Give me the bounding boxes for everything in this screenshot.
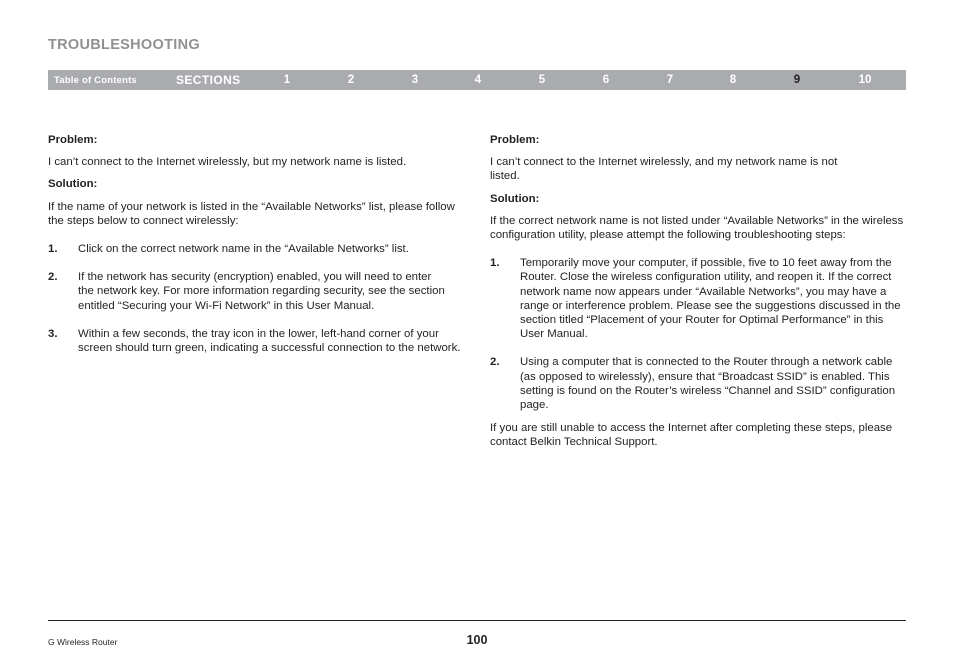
step-text: Click on the correct network name in the “Available Networks” list. [78, 243, 409, 256]
step-number: 1. [490, 257, 500, 270]
page-title: TROUBLESHOOTING [48, 37, 200, 53]
sections-label: SECTIONS [176, 73, 241, 87]
section-link-8[interactable]: 8 [729, 74, 737, 86]
footer-product-name: G Wireless Router [48, 637, 118, 647]
list-item [48, 270, 468, 313]
section-link-9[interactable]: 9 [793, 74, 801, 86]
closing-text: If you are still unable to access the Internet after completing these steps, please contact Belkin Technical Support. [490, 422, 893, 449]
page-number: 100 [466, 633, 488, 647]
solution-text: If the correct network name is not listed under “Available Networks” in the wireless configuration utility, please attempt the following troubleshooting steps: [490, 214, 904, 242]
problem-heading: Problem: [48, 134, 98, 146]
section-link-3[interactable]: 3 [411, 74, 419, 86]
section-link-5[interactable]: 5 [538, 74, 546, 86]
solution-heading: Solution: [490, 192, 540, 205]
list-item [490, 355, 908, 412]
step-text: Using a computer that is connected to the Router through a network cable (as opposed to wirelessly), ensure that “Broadcast SSID” is enabled. This setting is found on the Router’s wireless “Channel and SSID” configuration page. [520, 356, 896, 412]
section-link-1[interactable]: 1 [283, 74, 291, 86]
section-link-10[interactable]: 10 [858, 74, 872, 86]
step-number: 2. [490, 356, 500, 369]
section-link-7[interactable]: 7 [666, 74, 674, 86]
section-link-4[interactable]: 4 [474, 74, 482, 86]
step-text: If the network has security (encryption) enabled, you will need to enter the network key. For more information regarding security, see the section entitled “Securing your Wi-Fi Network” in this User Manual. [78, 271, 445, 312]
problem-heading: Problem: [490, 134, 540, 146]
problem-text: I can’t connect to the Internet wirelessly, but my network name is listed. [48, 156, 407, 169]
list-item [48, 242, 468, 256]
problem-text: I can’t connect to the Internet wirelessly, and my network name is not listed. [490, 156, 838, 183]
step-text: Temporarily move your computer, if possible, five to 10 feet away from the Router. Close the wireless configuration utility, and reopen it. If the correct network name now appears under “Available Networks”, you may have a range or interference problem. Please see the suggestions discussed in the section titled “Placement of your Router for Optimal Performance” in this User Manual. [520, 257, 901, 341]
list-item [48, 327, 468, 355]
footer-divider [48, 620, 906, 621]
solution-heading: Solution: [48, 178, 98, 191]
solution-text: If the name of your network is listed in the “Available Networks” list, please follow the steps below to connect wirelessly: [48, 200, 455, 227]
section-link-2[interactable]: 2 [347, 74, 355, 86]
table-of-contents-link[interactable]: Table of Contents [54, 75, 137, 86]
step-text: Within a few seconds, the tray icon in the lower, left-hand corner of your screen should turn green, indicating a successful connection to the network. [78, 327, 461, 355]
section-nav-bar [48, 70, 906, 90]
left-column [48, 133, 468, 355]
list-item [490, 256, 908, 341]
step-number: 3. [48, 327, 58, 340]
step-number: 1. [48, 243, 58, 256]
step-number: 2. [48, 271, 58, 284]
section-link-6[interactable]: 6 [602, 74, 610, 86]
right-column [490, 133, 908, 450]
